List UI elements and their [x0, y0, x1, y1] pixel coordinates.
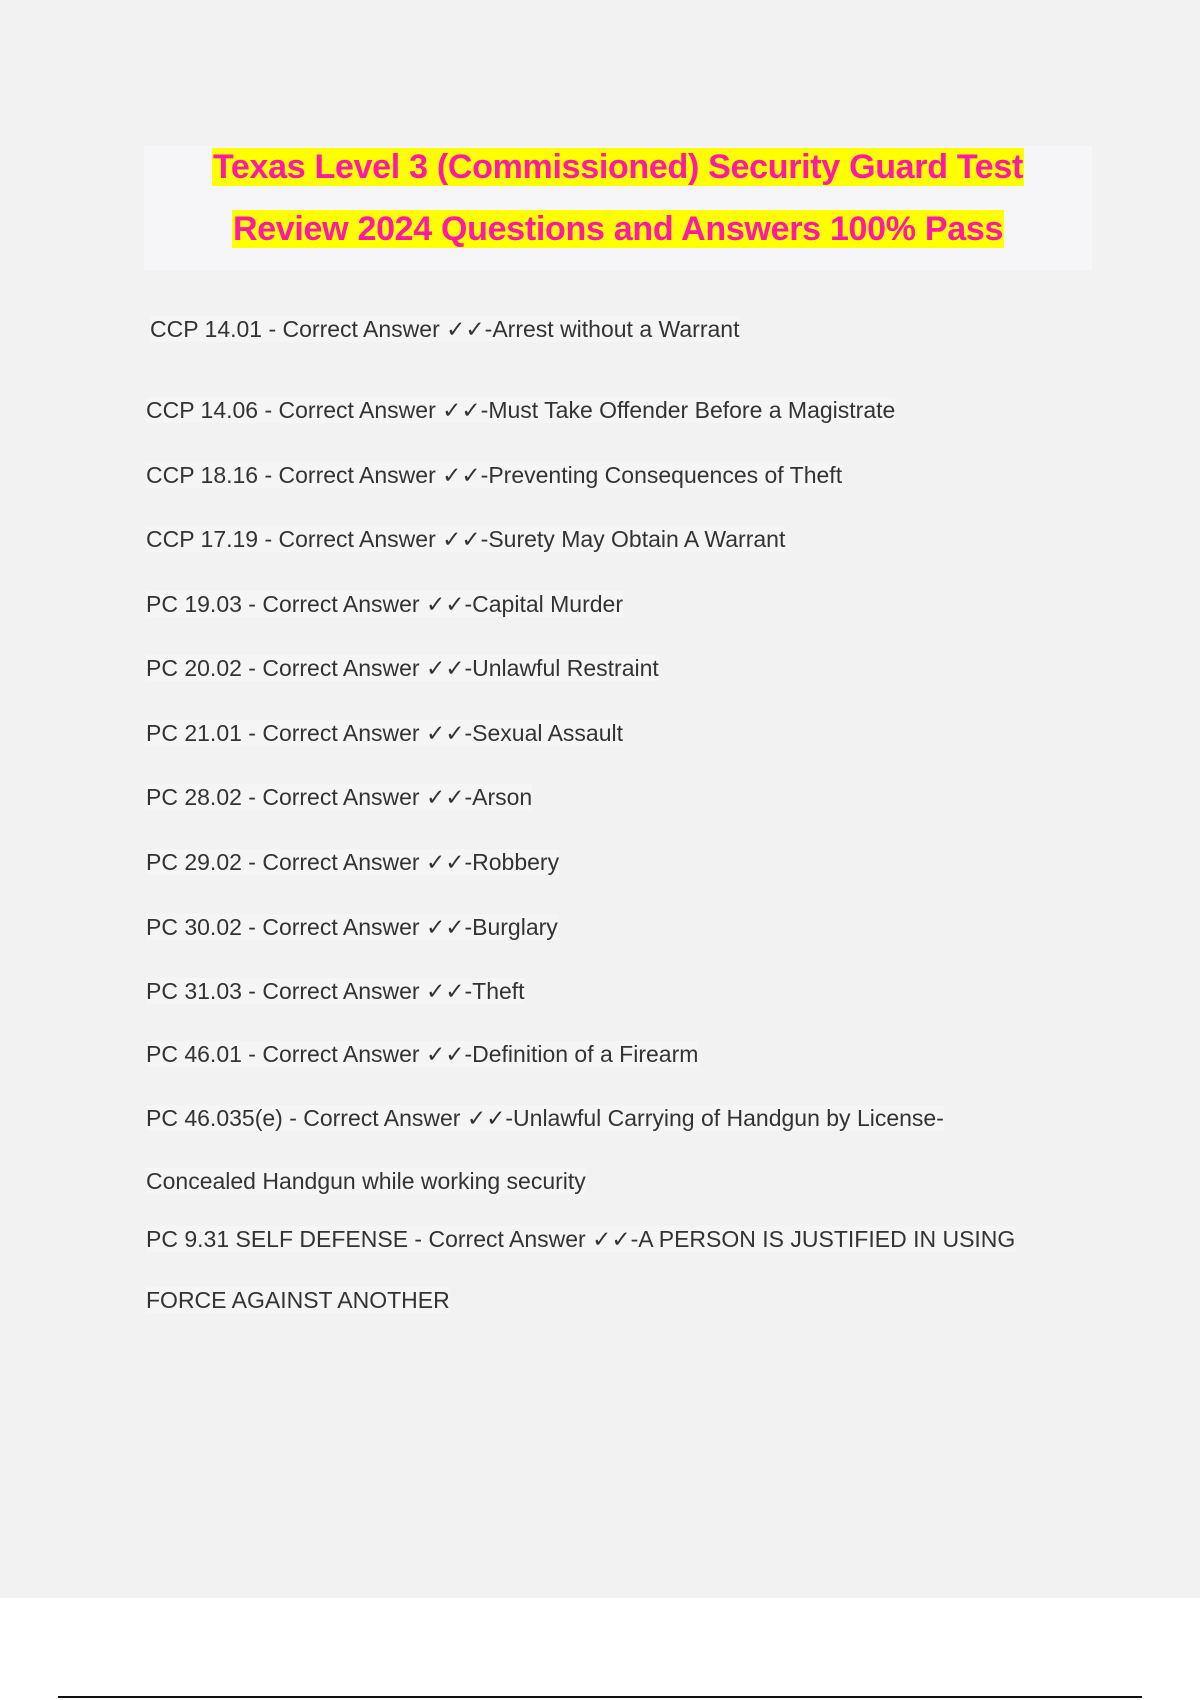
qa-text: PC 30.02 - Correct Answer ✓✓-Burglary	[146, 914, 558, 940]
qa-text: PC 19.03 - Correct Answer ✓✓-Capital Murder	[146, 591, 623, 617]
title-line-1: Texas Level 3 (Commissioned) Security Guard Test	[212, 148, 1024, 186]
qa-item	[146, 847, 559, 877]
qa-item	[146, 782, 532, 812]
qa-item-continued	[146, 1166, 586, 1196]
title-block	[144, 146, 1092, 270]
qa-item	[146, 718, 623, 748]
qa-text: PC 21.01 - Correct Answer ✓✓-Sexual Assault	[146, 720, 624, 746]
qa-item	[146, 976, 525, 1006]
title-line-2-row	[144, 208, 1092, 250]
qa-item	[146, 653, 659, 683]
qa-item	[146, 524, 785, 554]
qa-item	[150, 314, 739, 344]
qa-item	[146, 912, 558, 942]
title-line-2: Review 2024 Questions and Answers 100% Pass	[232, 210, 1004, 248]
qa-text: CCP 18.16 - Correct Answer ✓✓-Preventing Consequences of Theft	[146, 462, 843, 488]
qa-item	[146, 1039, 698, 1069]
qa-text: PC 46.035(e) - Correct Answer ✓✓-Unlawful Carrying of Handgun by License-	[146, 1105, 944, 1131]
qa-item-continued	[146, 1285, 450, 1315]
qa-text: FORCE AGAINST ANOTHER	[146, 1287, 450, 1313]
footer-divider	[58, 1696, 1142, 1698]
qa-text: PC 20.02 - Correct Answer ✓✓-Unlawful Restraint	[146, 655, 659, 681]
qa-text: PC 29.02 - Correct Answer ✓✓-Robbery	[146, 849, 560, 875]
qa-text: CCP 17.19 - Correct Answer ✓✓-Surety May Obtain A Warrant	[146, 526, 786, 552]
qa-text: PC 9.31 SELF DEFENSE - Correct Answer ✓✓-A PERSON IS JUSTIFIED IN USING	[146, 1226, 1016, 1252]
qa-item	[146, 1103, 944, 1133]
qa-text: CCP 14.01 - Correct Answer ✓✓-Arrest without a Warrant	[150, 316, 740, 342]
qa-item	[146, 1224, 1015, 1254]
title-line-1-row	[144, 146, 1092, 188]
qa-item	[146, 395, 895, 425]
qa-item	[146, 460, 842, 490]
qa-text: PC 28.02 - Correct Answer ✓✓-Arson	[146, 784, 533, 810]
qa-text: PC 31.03 - Correct Answer ✓✓-Theft	[146, 978, 525, 1004]
qa-text: CCP 14.06 - Correct Answer ✓✓-Must Take Offender Before a Magistrate	[146, 397, 896, 423]
qa-text: PC 46.01 - Correct Answer ✓✓-Definition of a Firearm	[146, 1041, 699, 1067]
qa-item	[146, 589, 623, 619]
qa-text: Concealed Handgun while working security	[146, 1168, 586, 1194]
